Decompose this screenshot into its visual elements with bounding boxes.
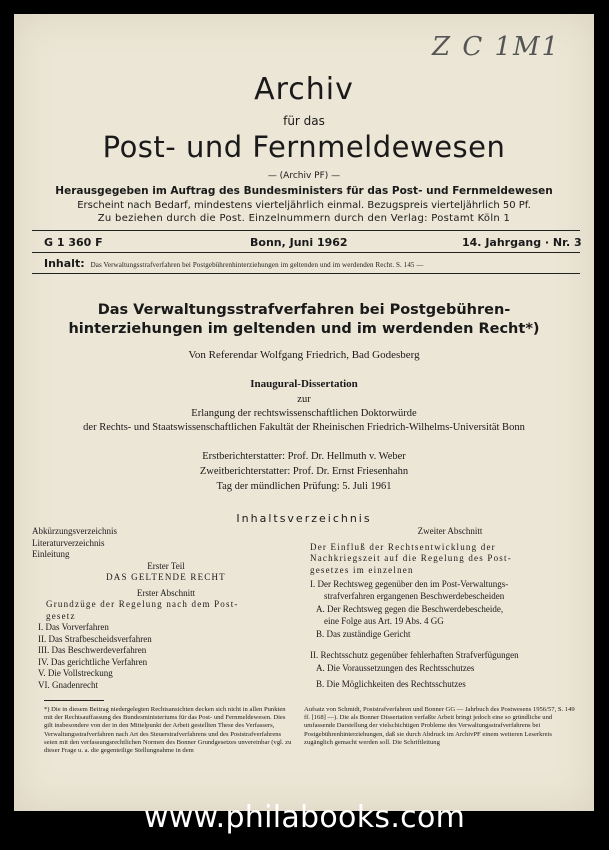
- toc-subitem-cont: eine Folge aus Art. 19 Abs. 4 GG: [324, 615, 444, 626]
- toc-item: I. Der Rechtsweg gegenüber den im Post-Verwaltungs-: [310, 579, 509, 589]
- handwritten-note: Z C 1M1: [432, 32, 561, 62]
- toc-item: V. Die Vollstreckung: [38, 668, 113, 678]
- toc-section-title-cont: gesetzes im einzelnen: [310, 564, 414, 575]
- watermark-url: www.philabooks.com: [143, 800, 466, 835]
- masthead-title-archiv: Archiv: [254, 72, 354, 107]
- toc-section-title: Grundzüge der Regelung nach dem Post-: [46, 599, 239, 609]
- toc-entry: Literaturverzeichnis: [32, 537, 105, 548]
- toc-section-title: Der Einfluß der Rechtsentwicklung der: [310, 541, 496, 552]
- masthead-frequency: Erscheint nach Bedarf, mindestens vierteljährlich einmal. Bezugspreis vierteljährlich 50 Pf.: [77, 200, 531, 211]
- footnote-rule: [44, 700, 104, 701]
- second-reviewer: Zweitberichterstatter: Prof. Dr. Ernst Friesenhahn: [199, 466, 409, 477]
- erlangung-text: Erlangung der rechtswissenschaftlichen Doktorwürde: [191, 408, 417, 419]
- toc-subitem: A. Die Voraussetzungen des Rechtsschutzes: [316, 663, 475, 673]
- footnote-right: Aufsatz von Schmidt, Poststrafverfahren und Bonner GG — Jahrbuch des Postwesens 1956/57, S. 149 ff. [168] —). Die als Bonner Dissertation verfaßte Arbeit bringt jedoch eine so gründliche und umfassende Darstellung der vielschichtigen Probleme des Verwaltungsstrafverfahrens bei Postgebührenhinterziehungen, daß sie durch Abdruck im ArchivPF einem weiteren Leserkreis zugänglich gemacht werden soll. Die Schriftleitung: [304, 706, 575, 746]
- footnote-left: *) Die in diesem Beitrag niedergelegten Rechtsansichten decken sich nicht in allen Punkten mit der Rechtsauffassung des Bundesministeriums für das Post- und Fernmeldewesen. Dies gilt insbesondere von der in den Mittelpunkt der Arbeit gestellten These des Verfassers, Verwaltungsstrafverfahren nach Art des Steuerstrafverfahrens und des Poststrafverfahrens seien mit den verfassungsrechtlichen Normen des Bonner Grundgesetzes unvereinbar (vgl. zu dieser Frage u. a. die gegenteilige Stellungnahme in dem: [44, 706, 292, 755]
- inhalt-text: Das Verwaltungsstrafverfahren bei Postgebührenhinterziehungen im geltenden und im werdenden Recht. S. 145 —: [90, 261, 424, 269]
- divider: [32, 252, 580, 253]
- toc-subitem: B. Das zuständige Gericht: [316, 629, 411, 639]
- masthead-fur-das: für das: [283, 114, 325, 128]
- toc-item: III. Das Beschwerdeverfahren: [38, 645, 147, 655]
- first-reviewer: Erstberichterstatter: Prof. Dr. Hellmuth v. Weber: [202, 451, 406, 462]
- toc-section: Zweiter Abschnitt: [417, 526, 483, 536]
- issue-volume: 14. Jahrgang · Nr. 3: [462, 236, 582, 249]
- zur-text: zur: [297, 394, 311, 405]
- issue-date: Bonn, Juni 1962: [250, 236, 348, 249]
- toc-item: II. Rechtsschutz gegenüber fehlerhaften Strafverfügungen: [310, 649, 519, 660]
- divider: [32, 230, 580, 231]
- inhalt-line: [44, 257, 423, 270]
- toc-part-title: DAS GELTENDE RECHT: [106, 572, 226, 582]
- dissertation-label: Inaugural-Dissertation: [250, 378, 358, 390]
- toc-right-column: [310, 526, 590, 690]
- toc-subitem: B. Die Möglichkeiten des Rechtsschutzes: [316, 678, 466, 689]
- toc-item-cont: strafverfahren ergangenen Beschwerdebescheiden: [324, 590, 505, 601]
- article-author: Von Referendar Wolfgang Friedrich, Bad Godesberg: [188, 349, 420, 361]
- divider: [32, 273, 580, 274]
- document-page: [14, 14, 594, 811]
- toc-section-title-cont: Nachkriegszeit auf die Regelung des Post-: [310, 553, 512, 563]
- inhalt-label: Inhalt:: [44, 257, 85, 270]
- toc-item: IV. Das gerichtliche Verfahren: [38, 656, 148, 667]
- toc-item: VI. Gnadenrecht: [38, 679, 98, 690]
- masthead-title-post: Post- und Fernmeldewesen: [102, 130, 506, 164]
- masthead-abbrev: — (Archiv PF) —: [267, 171, 341, 181]
- toc-subitem: A. Der Rechtsweg gegen die Beschwerdebescheide,: [316, 604, 504, 614]
- toc-entry: Abkürzungsverzeichnis: [32, 526, 117, 536]
- article-title-line2: hinterziehungen im geltenden und im werdenden Recht*): [68, 321, 540, 337]
- toc-section-title-cont: gesetz: [46, 610, 76, 621]
- toc-section: Erster Abschnitt: [136, 587, 196, 598]
- toc-item: I. Das Vorverfahren: [38, 622, 109, 632]
- issue-code: G 1 360 F: [44, 236, 103, 249]
- toc-item: II. Das Strafbescheidsverfahren: [38, 633, 152, 644]
- toc-heading: Inhaltsverzeichnis: [236, 512, 372, 525]
- toc-entry: Einleitung: [32, 549, 70, 559]
- faculty-text: der Rechts- und Staatswissenschaftlichen Fakultät der Rheinischen Friedrich-Wilhelms-Universität Bonn: [83, 422, 525, 433]
- toc-part: Erster Teil: [147, 560, 185, 571]
- article-title-line1: Das Verwaltungsstrafverfahren bei Postgebühren-: [97, 302, 511, 318]
- masthead-publisher: Herausgegeben im Auftrag des Bundesministers für das Post- und Fernmeldewesen: [55, 185, 553, 197]
- exam-date: Tag der mündlichen Prüfung: 5. Juli 1961: [216, 481, 392, 492]
- masthead-ordering: Zu beziehen durch die Post. Einzelnummern durch den Verlag: Postamt Köln 1: [97, 213, 511, 224]
- toc-left-column: [32, 526, 300, 691]
